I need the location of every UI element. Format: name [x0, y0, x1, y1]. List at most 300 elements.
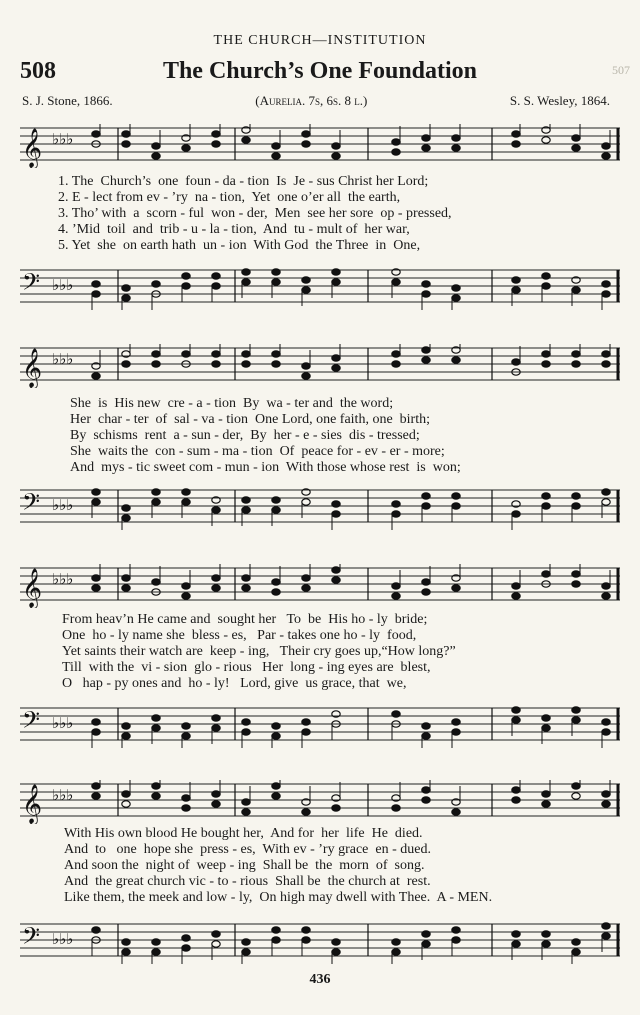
notes: [92, 344, 618, 380]
bass-clef-icon: 𝄢: [22, 490, 41, 521]
note-head: [512, 359, 520, 365]
note-head: [212, 941, 220, 947]
note-head: [302, 575, 310, 581]
note-head: [572, 949, 580, 955]
note-head: [272, 783, 280, 789]
note-head: [152, 939, 160, 945]
note-head: [602, 583, 610, 589]
note-head: [302, 729, 310, 735]
note-head: [122, 141, 130, 147]
note-head: [452, 295, 460, 301]
note-head: [512, 797, 520, 803]
page-number: 436: [309, 972, 331, 987]
note-head: [242, 361, 250, 367]
note-head: [302, 141, 310, 147]
note-head: [422, 135, 430, 141]
note-head: [302, 287, 310, 293]
note-head: [92, 489, 100, 495]
note-head: [272, 723, 280, 729]
bass-clef-icon: 𝄢: [22, 708, 41, 739]
note-head: [152, 361, 160, 367]
key-signature: ♭♭♭: [52, 572, 74, 588]
note-head: [332, 269, 340, 275]
note-head: [242, 351, 250, 357]
lyric-line: 2. E - lect from ev - ’ry na - tion, Yet one o’er all the earth,: [58, 190, 401, 205]
note-head: [602, 791, 610, 797]
note-head: [212, 791, 220, 797]
note-head: [332, 511, 340, 517]
note-head: [242, 799, 250, 805]
key-signature: ♭♭♭: [52, 932, 74, 948]
note-head: [182, 489, 190, 495]
note-head: [602, 143, 610, 149]
note-head: [212, 507, 220, 513]
note-head: [182, 935, 190, 941]
note-head: [92, 783, 100, 789]
note-head: [602, 281, 610, 287]
lyric-line: 5. Yet she on earth hath un - ion With God the Three in One,: [58, 238, 421, 253]
note-head: [542, 715, 550, 721]
note-head: [302, 499, 310, 505]
bass-clef-icon: 𝄢: [22, 270, 41, 301]
note-head: [512, 717, 520, 723]
note-head: [242, 939, 250, 945]
note-head: [452, 493, 460, 499]
section-header: THE CHURCH—INSTITUTION: [213, 33, 427, 48]
note-head: [272, 733, 280, 739]
note-head: [242, 729, 250, 735]
note-head: [272, 153, 280, 159]
note-head: [182, 593, 190, 599]
note-head: [332, 805, 340, 811]
note-head: [272, 143, 280, 149]
note-head: [542, 361, 550, 367]
note-head: [92, 373, 100, 379]
note-head: [272, 579, 280, 585]
composer: S. S. Wesley, 1864.: [509, 93, 610, 108]
note-head: [572, 939, 580, 945]
note-head: [602, 489, 610, 495]
note-head: [302, 585, 310, 591]
notes: [92, 269, 618, 310]
note-head: [452, 927, 460, 933]
notes: [92, 124, 618, 160]
bass-staff-4: [20, 920, 620, 964]
note-head: [212, 725, 220, 731]
lyric-line: By schisms rent a - sun - der, By her - e - sies dis - tressed;: [70, 428, 420, 443]
note-head: [572, 145, 580, 151]
note-head: [572, 571, 580, 577]
note-head: [272, 589, 280, 595]
note-head: [272, 937, 280, 943]
note-head: [542, 283, 550, 289]
note-head: [542, 725, 550, 731]
note-head: [332, 365, 340, 371]
note-head: [602, 719, 610, 725]
author: S. J. Stone, 1866.: [22, 93, 113, 108]
note-head: [512, 941, 520, 947]
note-head: [152, 579, 160, 585]
note-head: [512, 707, 520, 713]
note-head: [542, 801, 550, 807]
note-head: [602, 593, 610, 599]
note-head: [422, 281, 430, 287]
hymn-credits: [22, 93, 610, 109]
note-head: [302, 927, 310, 933]
note-head: [242, 497, 250, 503]
note-head: [392, 279, 400, 285]
note-head: [242, 719, 250, 725]
lyric-line: Like them, the meek and low - ly, On high may dwell with Thee. A - MEN.: [64, 890, 493, 905]
key-signature: ♭♭♭: [52, 498, 74, 514]
note-head: [422, 787, 430, 793]
treble-staff-4: [20, 780, 620, 824]
lyric-line: One ho - ly name she bless - es, Par - takes one ho - ly food,: [62, 628, 417, 643]
bass-staff-3: [20, 704, 620, 748]
note-head: [182, 723, 190, 729]
note-head: [392, 361, 400, 367]
note-head: [512, 593, 520, 599]
staff-lines: [20, 348, 620, 380]
note-head: [392, 805, 400, 811]
note-head: [92, 719, 100, 725]
note-head: [392, 501, 400, 507]
note-head: [302, 363, 310, 369]
note-head: [602, 801, 610, 807]
notes: [92, 923, 618, 964]
key-signature: ♭♭♭: [52, 352, 74, 368]
note-head: [302, 131, 310, 137]
note-head: [542, 791, 550, 797]
note-head: [182, 945, 190, 951]
treble-clef-icon: 𝄞: [22, 130, 43, 167]
note-head: [392, 593, 400, 599]
note-head: [452, 145, 460, 151]
note-head: [332, 279, 340, 285]
staff-lines: [20, 784, 620, 816]
note-head: [92, 927, 100, 933]
note-head: [122, 515, 130, 521]
note-head: [212, 283, 220, 289]
note-head: [152, 153, 160, 159]
note-head: [422, 493, 430, 499]
note-head: [182, 583, 190, 589]
note-head: [422, 357, 430, 363]
note-head: [512, 131, 520, 137]
note-head: [572, 287, 580, 293]
note-head: [512, 931, 520, 937]
note-head: [92, 291, 100, 297]
note-head: [152, 143, 160, 149]
note-head: [392, 711, 400, 717]
lyric-line: And the great church vic - to - rious Shall be the church at rest.: [64, 874, 431, 889]
note-head: [332, 355, 340, 361]
note-head: [542, 273, 550, 279]
note-head: [122, 361, 130, 367]
note-head: [152, 715, 160, 721]
note-head: [422, 347, 430, 353]
note-head: [332, 577, 340, 583]
note-head: [122, 575, 130, 581]
note-head: [332, 567, 340, 573]
note-head: [332, 501, 340, 507]
note-head: [242, 809, 250, 815]
note-head: [392, 149, 400, 155]
note-head: [302, 809, 310, 815]
notes: [92, 707, 618, 748]
hymn-title: The Church’s One Foundation: [162, 58, 478, 84]
note-head: [212, 351, 220, 357]
note-head: [452, 357, 460, 363]
lyric-line: She waits the con - sum - ma - tion Of peace for - ev - er - more;: [70, 444, 445, 459]
note-head: [182, 805, 190, 811]
note-head: [152, 793, 160, 799]
lyric-line: 1. The Church’s one foun - da - tion Is Je - sus Christ her Lord;: [58, 174, 429, 189]
treble-staff-3: [20, 564, 620, 608]
note-head: [152, 489, 160, 495]
note-head: [602, 729, 610, 735]
note-head: [422, 941, 430, 947]
note-head: [122, 585, 130, 591]
note-head: [422, 723, 430, 729]
note-head: [212, 131, 220, 137]
lyrics-block-3: [62, 612, 456, 692]
note-head: [452, 719, 460, 725]
note-head: [392, 511, 400, 517]
note-head: [392, 139, 400, 145]
note-head: [602, 361, 610, 367]
lyrics-block-4: [64, 826, 492, 906]
note-head: [272, 497, 280, 503]
treble-clef-icon: 𝄞: [22, 786, 43, 823]
note-head: [512, 787, 520, 793]
note-head: [422, 931, 430, 937]
note-head: [182, 273, 190, 279]
lyric-line: With His own blood He bought her, And for her life He died.: [64, 826, 423, 841]
lyric-line: And to one hope she press - es, With ev - ’ry grace en - dued.: [64, 842, 431, 857]
key-signature: ♭♭♭: [52, 132, 74, 148]
note-head: [542, 571, 550, 577]
note-head: [542, 503, 550, 509]
staff-lines: [20, 708, 620, 740]
note-head: [572, 783, 580, 789]
note-head: [122, 791, 130, 797]
lyric-line: From heav’n He came and sought her To be His ho - ly bride;: [62, 612, 428, 627]
note-head: [602, 153, 610, 159]
note-head: [92, 729, 100, 735]
staff-lines: [20, 128, 620, 160]
note-head: [572, 361, 580, 367]
note-head: [272, 793, 280, 799]
lyric-line: And soon the night of weep - ing Shall be the morn of song.: [64, 858, 425, 873]
note-head: [302, 937, 310, 943]
note-head: [422, 291, 430, 297]
lyric-line: 4. ’Mid toil and trib - u - la - tion, And tu - mult of her war,: [58, 222, 410, 237]
tune-meter: (Aurelia. 7s, 6s. 8 l.): [255, 93, 368, 108]
note-head: [572, 707, 580, 713]
note-head: [122, 131, 130, 137]
note-head: [422, 733, 430, 739]
note-head: [212, 361, 220, 367]
note-head: [452, 809, 460, 815]
note-head: [572, 581, 580, 587]
treble-staff-2: [20, 344, 620, 388]
note-head: [452, 729, 460, 735]
note-head: [92, 575, 100, 581]
note-head: [182, 795, 190, 801]
note-head: [182, 499, 190, 505]
note-head: [122, 801, 130, 807]
note-head: [242, 575, 250, 581]
note-head: [92, 793, 100, 799]
note-head: [452, 285, 460, 291]
note-head: [602, 351, 610, 357]
note-head: [152, 949, 160, 955]
notes: [92, 489, 618, 530]
notes: [92, 564, 618, 600]
bass-clef-icon: 𝄢: [22, 924, 41, 955]
note-head: [212, 715, 220, 721]
note-head: [572, 493, 580, 499]
note-head: [392, 583, 400, 589]
key-signature: ♭♭♭: [52, 278, 74, 294]
note-head: [212, 801, 220, 807]
note-head: [332, 939, 340, 945]
note-head: [242, 269, 250, 275]
lyric-line: Yet saints their watch are keep - ing, Their cry goes up,“How long?”: [62, 644, 456, 659]
treble-clef-icon: 𝄞: [22, 350, 43, 387]
hymn-number: 508: [20, 58, 56, 84]
key-signature: ♭♭♭: [52, 788, 74, 804]
lyrics-block-1: [58, 174, 452, 254]
note-head: [602, 933, 610, 939]
note-head: [122, 949, 130, 955]
treble-clef-icon: 𝄞: [22, 570, 43, 607]
note-head: [152, 725, 160, 731]
note-head: [272, 507, 280, 513]
note-head: [512, 511, 520, 517]
key-signature: ♭♭♭: [52, 716, 74, 732]
lyric-line: O hap - py ones and ho - ly! Lord, give us grace, that we,: [62, 676, 407, 691]
note-head: [212, 141, 220, 147]
note-head: [242, 949, 250, 955]
lyric-line: She is His new cre - a - tion By wa - ter and the word;: [70, 396, 394, 411]
notes: [92, 780, 618, 816]
note-head: [452, 585, 460, 591]
note-head: [572, 135, 580, 141]
note-head: [512, 583, 520, 589]
note-head: [602, 499, 610, 505]
note-head: [542, 931, 550, 937]
lyric-line: And mys - tic sweet com - mun - ion With those whose rest is won;: [70, 460, 461, 475]
note-head: [332, 153, 340, 159]
lyric-line: Till with the vi - sion glo - rious Her long - ing eyes are blest,: [62, 660, 431, 675]
note-head: [152, 783, 160, 789]
note-head: [392, 949, 400, 955]
note-head: [272, 279, 280, 285]
lyrics-block-2: [70, 396, 461, 476]
note-head: [182, 733, 190, 739]
note-head: [272, 351, 280, 357]
bass-staff-2: [20, 486, 620, 530]
treble-staff-1: [20, 124, 620, 168]
note-head: [452, 503, 460, 509]
note-head: [212, 585, 220, 591]
note-head: [242, 507, 250, 513]
note-head: [152, 351, 160, 357]
note-head: [92, 585, 100, 591]
note-head: [242, 137, 250, 143]
note-head: [242, 585, 250, 591]
note-head: [212, 575, 220, 581]
note-head: [302, 373, 310, 379]
note-head: [572, 351, 580, 357]
note-head: [92, 131, 100, 137]
note-head: [542, 351, 550, 357]
note-head: [182, 145, 190, 151]
note-head: [332, 949, 340, 955]
note-head: [272, 269, 280, 275]
ghost-bleed-text: 507: [612, 63, 630, 77]
note-head: [302, 277, 310, 283]
note-head: [572, 793, 580, 799]
note-head: [92, 281, 100, 287]
note-head: [572, 717, 580, 723]
lyric-line: Her char - ter of sal - va - tion One Lord, one faith, one birth;: [70, 412, 430, 427]
note-head: [272, 927, 280, 933]
note-head: [182, 283, 190, 289]
note-head: [422, 503, 430, 509]
bass-staff-1: [20, 266, 620, 310]
note-head: [122, 295, 130, 301]
note-head: [392, 939, 400, 945]
note-head: [422, 797, 430, 803]
note-head: [212, 273, 220, 279]
note-head: [392, 351, 400, 357]
note-head: [92, 499, 100, 505]
lyric-line: 3. Tho’ with a scorn - ful won - der, Men see her sore op - pressed,: [58, 206, 452, 221]
note-head: [122, 939, 130, 945]
note-head: [512, 141, 520, 147]
note-head: [542, 941, 550, 947]
note-head: [332, 143, 340, 149]
note-head: [152, 499, 160, 505]
note-head: [422, 145, 430, 151]
note-head: [602, 291, 610, 297]
note-head: [542, 493, 550, 499]
note-head: [422, 589, 430, 595]
note-head: [422, 579, 430, 585]
note-head: [512, 287, 520, 293]
note-head: [212, 931, 220, 937]
note-head: [572, 503, 580, 509]
note-head: [242, 279, 250, 285]
note-head: [542, 137, 550, 143]
note-head: [122, 285, 130, 291]
note-head: [512, 277, 520, 283]
note-head: [122, 505, 130, 511]
note-head: [452, 937, 460, 943]
staff-lines: [20, 270, 620, 302]
staff-lines: [20, 490, 620, 522]
note-head: [272, 361, 280, 367]
note-head: [122, 723, 130, 729]
note-head: [182, 351, 190, 357]
note-head: [602, 923, 610, 929]
note-head: [122, 733, 130, 739]
staff-lines: [20, 924, 620, 956]
note-head: [452, 135, 460, 141]
